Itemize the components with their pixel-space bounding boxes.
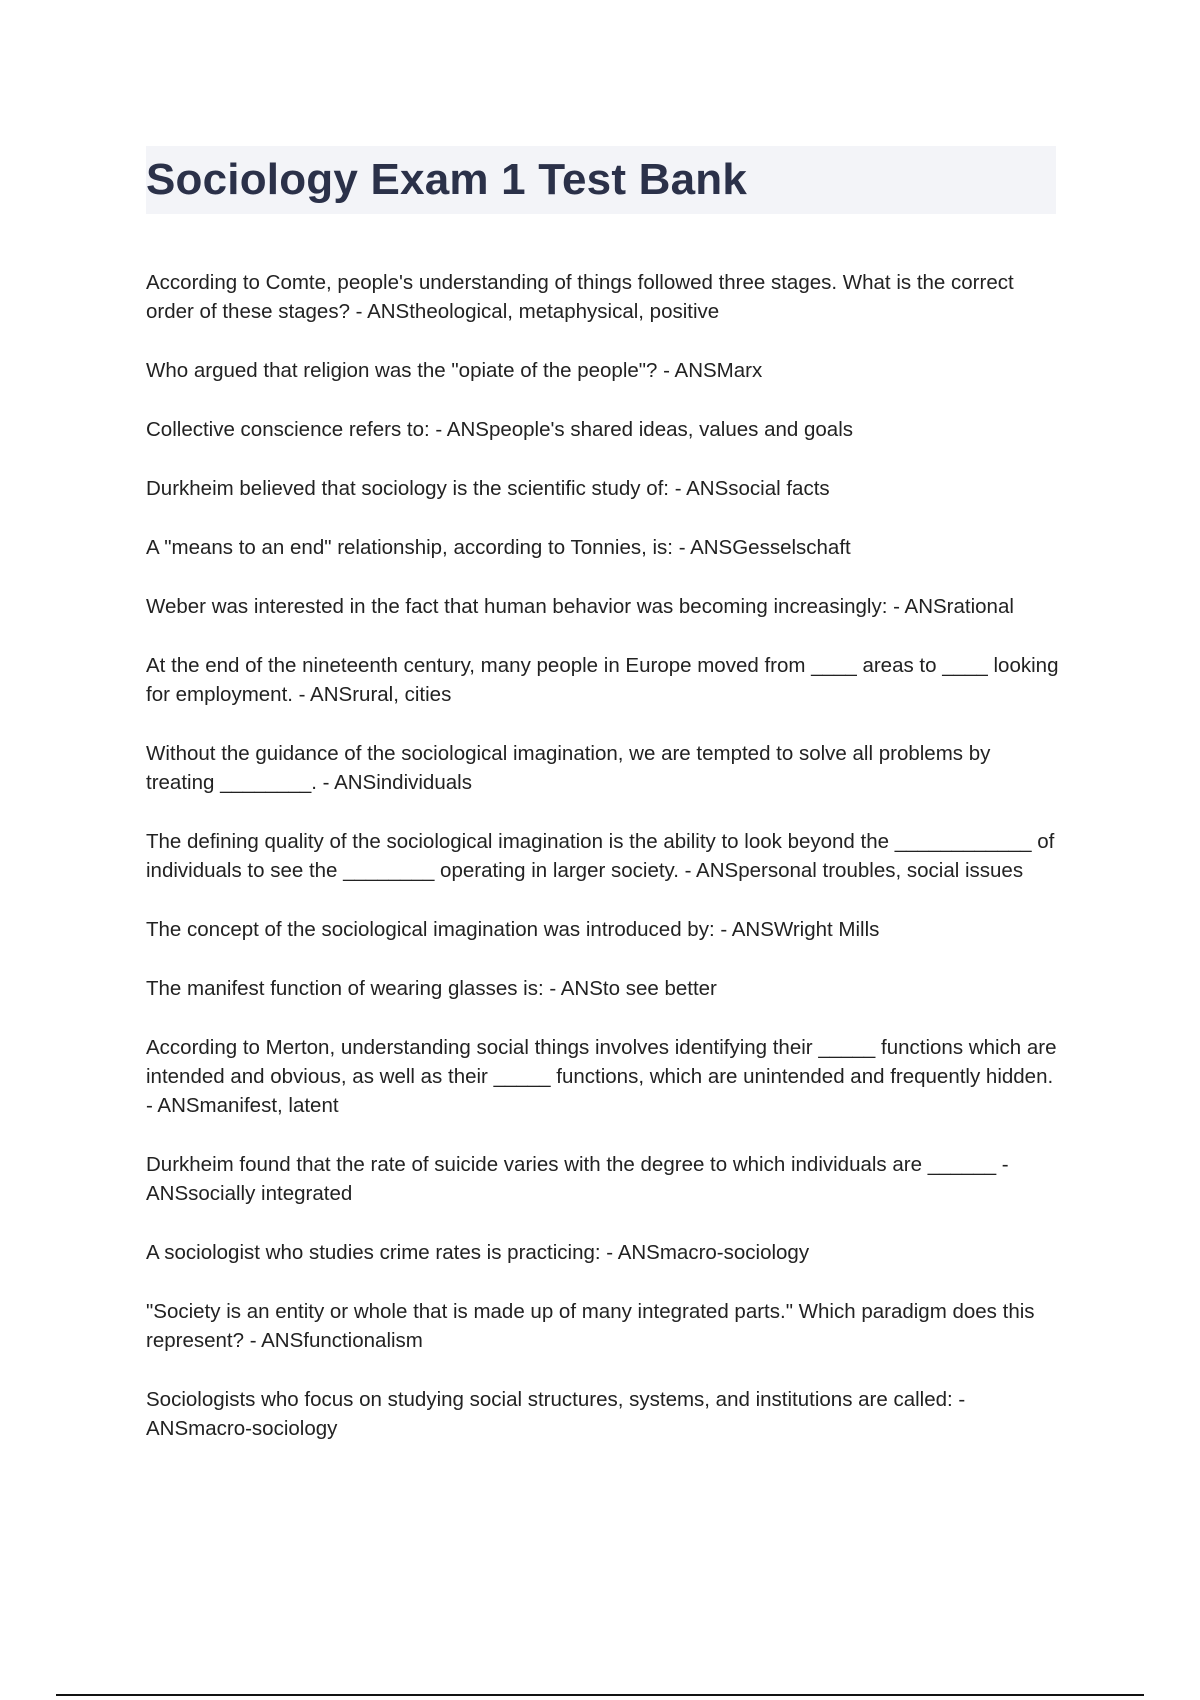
question-item: The manifest function of wearing glasses is: - ANSto see better — [146, 977, 717, 1000]
question-item: Durkheim found that the rate of suicide varies with the degree to which individuals are ______ - ANSsocially integrated — [146, 1153, 1009, 1205]
question-item: According to Merton, understanding social things involves identifying their _____ functions which are intended and obvious, as well as their _____ functions, which are unintended and frequently hidden. - ANSmanifest, latent — [146, 1036, 1057, 1117]
title-band — [146, 146, 1056, 214]
question-item: According to Comte, people's understanding of things followed three stages. What is the correct order of these stages? - ANStheological, metaphysical, positive — [146, 271, 1014, 323]
question-item: Collective conscience refers to: - ANSpeople's shared ideas, values and goals — [146, 418, 853, 441]
question-item: Sociologists who focus on studying social structures, systems, and institutions are called: - ANSmacro-sociology — [146, 1388, 966, 1440]
question-item: A "means to an end" relationship, according to Tonnies, is: - ANSGesselschaft — [146, 536, 851, 559]
question-item: At the end of the nineteenth century, many people in Europe moved from ____ areas to ____ looking for employment. - ANSrural, cities — [146, 654, 1059, 706]
question-item: Who argued that religion was the "opiate of the people"? - ANSMarx — [146, 359, 763, 382]
question-item: Durkheim believed that sociology is the scientific study of: - ANSsocial facts — [146, 477, 830, 500]
question-item: A sociologist who studies crime rates is practicing: - ANSmacro-sociology — [146, 1241, 810, 1264]
question-item: The defining quality of the sociological imagination is the ability to look beyond the ____________ of individuals to see the ________ operating in larger society. - ANSpersonal troubles, social issues — [146, 830, 1055, 882]
footer-divider — [56, 1694, 1144, 1696]
question-list — [146, 268, 1061, 1473]
question-item: The concept of the sociological imagination was introduced by: - ANSWright Mills — [146, 918, 880, 941]
page-title: Sociology Exam 1 Test Bank — [146, 155, 748, 204]
question-item: Weber was interested in the fact that human behavior was becoming increasingly: - ANSrational — [146, 595, 1014, 618]
question-item: "Society is an entity or whole that is made up of many integrated parts." Which paradigm does this represent? - ANSfunctionalism — [146, 1300, 1035, 1352]
question-item: Without the guidance of the sociological imagination, we are tempted to solve all problems by treating ________. - ANSindividuals — [146, 742, 991, 794]
